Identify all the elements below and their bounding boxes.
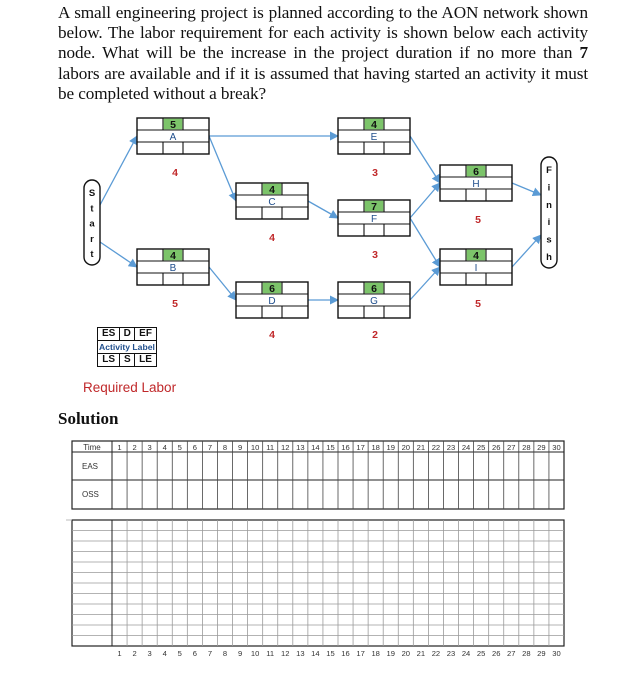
hist-time-tick: 12 [281,649,290,658]
time-tick: 20 [401,443,411,452]
legend-es: ES [98,328,120,341]
time-tick: 17 [356,443,365,452]
edge-b-d [209,267,236,300]
time-tick: 10 [250,443,260,452]
pill-letter: S [88,188,96,199]
hist-time-tick: 30 [552,649,561,658]
time-tick: 5 [177,443,182,452]
activity-duration: 7 [371,201,377,213]
activity-labor: 2 [372,329,378,341]
edge-c-f [308,201,338,218]
activity-node-d [236,282,308,341]
activity-label: A [169,132,177,143]
edge-e-h [410,136,440,183]
pill-letter: F [546,165,552,176]
hist-time-tick: 8 [222,649,228,658]
hist-time-tick: 9 [237,649,243,658]
activity-labor: 3 [372,167,378,179]
activity-labor: 4 [269,329,275,341]
activity-label: E [370,132,378,143]
activity-node-g [338,282,410,341]
activity-duration: 4 [269,184,275,196]
hist-time-tick: 29 [537,649,546,658]
hist-time-tick: 16 [341,649,350,658]
activity-duration: 4 [371,119,377,131]
eas-label: EAS [82,462,99,471]
activity-labor: 4 [269,232,275,244]
activity-node-c [236,183,308,244]
activity-label: G [370,296,378,307]
legend-ef: EF [135,328,157,341]
edge-start-a [100,136,137,205]
hist-time-tick: 15 [326,649,335,658]
question-part-1: A small engineering project is planned according to the AON network shown below. The labor requirement for each activity is shown below each activity node. What will be the increase in the project duration if no more than [58,3,588,63]
hist-time-tick: 19 [386,649,395,658]
time-tick: 25 [476,443,486,452]
edge-f-i [410,218,440,267]
activity-node-b [137,249,209,310]
hist-time-tick: 7 [207,649,213,658]
question-labor-limit: 7 [579,43,588,63]
activity-label: D [268,296,276,307]
hist-time-tick: 14 [311,649,320,658]
activity-label: H [472,179,480,190]
activity-node-i [440,249,512,310]
hist-time-tick: 18 [371,649,380,658]
activity-labor: 5 [475,214,481,226]
hist-time-tick: 22 [431,649,441,658]
network-nodes [137,118,512,341]
edge-f-h [410,183,440,218]
time-tick: 18 [371,443,380,452]
hist-time-tick: 28 [522,649,531,658]
hist-time-tick: 13 [296,649,305,658]
hist-time-tick: 3 [147,649,152,658]
time-tick: 22 [431,443,441,452]
activity-duration: 4 [473,250,479,262]
hist-time-tick: 23 [446,649,456,658]
time-tick: 3 [147,443,152,452]
activity-node-e [338,118,410,179]
time-tick: 23 [446,443,456,452]
hist-time-tick: 10 [250,649,260,658]
time-tick: 19 [386,443,395,452]
activity-labor: 4 [172,167,178,179]
activity-labor: 5 [172,298,178,310]
pill-letter: r [90,233,94,245]
time-tick: 24 [461,443,471,452]
time-tick: 2 [132,443,137,452]
time-tick: 28 [522,443,531,452]
hist-time-tick: 25 [476,649,486,658]
activity-node-f [338,200,410,261]
legend-required-labor: Required Labor [83,380,177,395]
legend-ls: LS [98,354,120,367]
pill-letter: n [546,199,552,211]
pill-letter: a [89,218,95,230]
time-tick: 9 [237,443,243,452]
activity-node-h [440,165,512,226]
time-tick: 27 [507,443,516,452]
pill-letter: i [547,182,551,194]
time-tick: 11 [266,443,275,452]
edge-h-finish [512,183,541,195]
activity-node-a [137,118,209,179]
question-part-2: labors are available and if it is assumed that having started an activity it must be completed without a break? [58,63,588,103]
time-tick: 1 [117,443,122,452]
edge-i-finish [512,235,541,267]
pill-letter: i [547,217,551,229]
legend-d: D [120,328,135,341]
pill-letter: s [546,234,552,246]
time-tick: 30 [552,443,561,452]
hist-time-tick: 27 [507,649,516,658]
activity-labor: 5 [475,298,481,310]
time-tick: 4 [162,443,167,452]
activity-duration: 6 [371,283,377,295]
edge-g-i [410,267,440,300]
time-tick: 13 [296,443,305,452]
hist-time-tick: 21 [416,649,426,658]
time-tick: 6 [192,443,197,452]
time-tick: 26 [491,443,501,452]
edge-start-b [100,242,137,267]
pill-letter: h [546,252,552,263]
time-tick: 21 [416,443,426,452]
activity-label: F [370,214,378,225]
legend-le: LE [135,354,157,367]
time-label: Time [83,443,101,452]
hist-time-tick: 2 [132,649,137,658]
hist-time-tick: 24 [461,649,471,658]
activity-duration: 4 [170,250,176,262]
node-legend [97,327,157,367]
hist-time-tick: 11 [266,649,275,658]
labor-schedule-grid [72,441,564,509]
legend-s: S [120,354,135,367]
hist-time-tick: 20 [401,649,411,658]
activity-duration: 6 [269,283,275,295]
time-tick: 16 [341,443,350,452]
activity-label: I [474,263,478,274]
pill-letter: t [90,203,94,215]
solution-title: Solution [58,409,119,428]
time-tick: 12 [281,443,290,452]
hist-time-tick: 4 [162,649,167,658]
activity-label: C [268,197,276,208]
time-tick: 8 [222,443,228,452]
time-tick: 14 [311,443,320,452]
hist-time-tick: 1 [117,649,122,658]
histogram-grid [66,520,564,658]
hist-time-tick: 5 [177,649,182,658]
activity-duration: 6 [473,166,479,178]
finish-node [541,157,557,268]
pill-letter: t [90,249,94,260]
hist-time-tick: 17 [356,649,365,658]
legend-activity-label: Activity Label [99,342,155,352]
time-tick: 15 [326,443,335,452]
hist-time-tick: 26 [491,649,501,658]
start-node [84,180,100,265]
hist-time-tick: 6 [192,649,197,658]
edge-a-c [209,136,236,201]
time-tick: 29 [537,443,546,452]
activity-label: B [169,263,177,274]
oss-label: OSS [82,490,99,499]
activity-labor: 3 [372,249,378,261]
activity-duration: 5 [170,119,176,131]
time-tick: 7 [207,443,213,452]
